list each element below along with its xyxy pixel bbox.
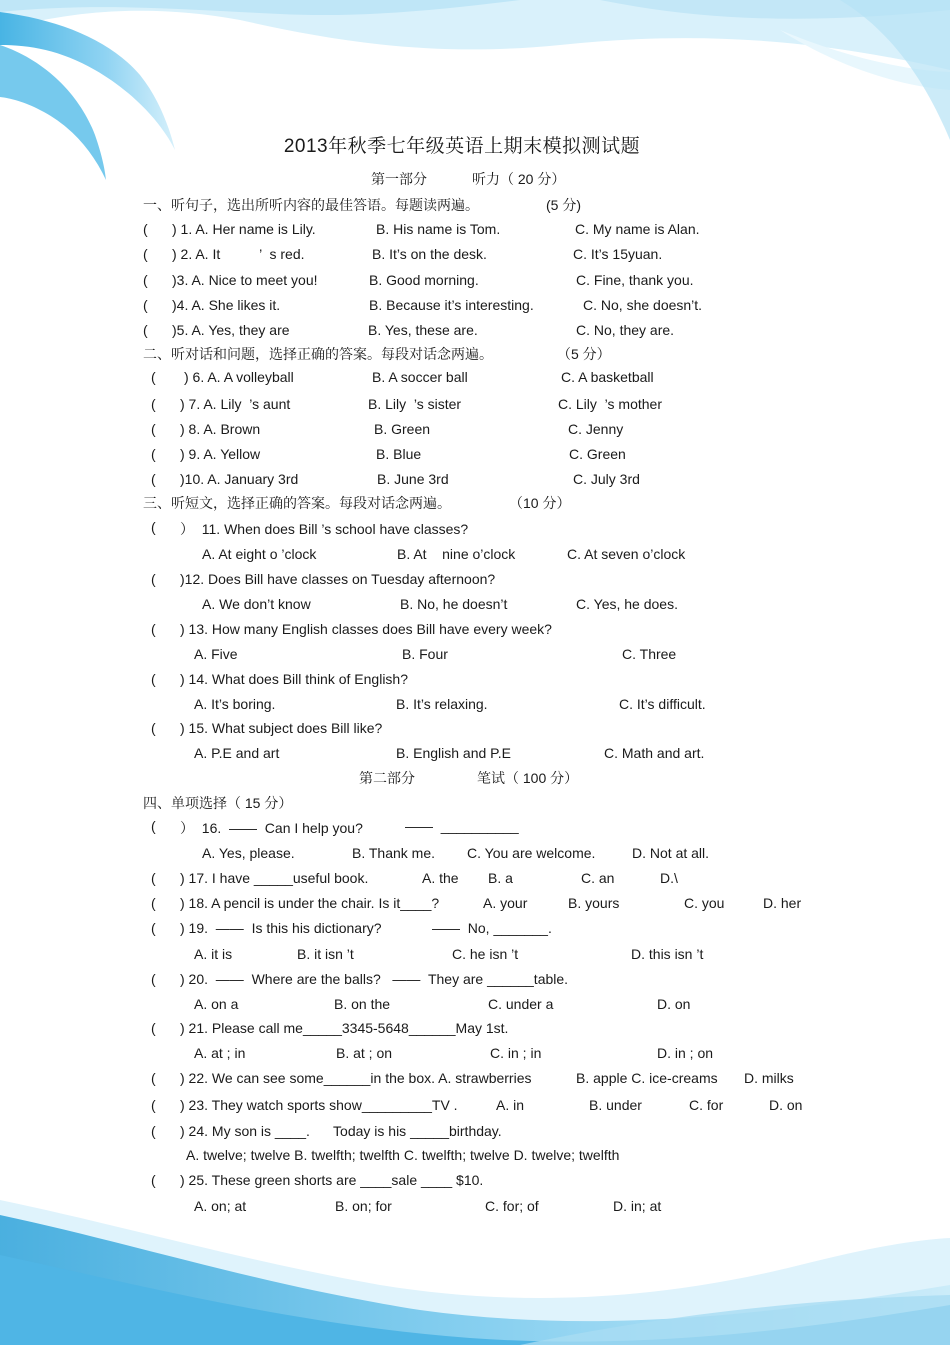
section-three-text: 三、听短文，选择正确的答案。每段对话念两遍。 (143, 495, 451, 511)
option-d: D.\ (660, 870, 678, 886)
option-a: A. the (422, 870, 459, 886)
option-b: B. yours (568, 895, 620, 911)
answer-paren: ( (151, 1123, 156, 1139)
option-a: A. on a (194, 996, 239, 1012)
option-b: B. June 3rd (377, 471, 449, 487)
part-one-name: 第一部分 (371, 171, 427, 187)
question-11-options (0, 546, 950, 566)
question-13-options (0, 646, 950, 666)
answer-paren: ( (151, 971, 156, 987)
question-8 (0, 421, 950, 441)
section-four-heading (0, 793, 950, 813)
option-d: D. Not at all. (632, 845, 710, 861)
answer-paren: ( (151, 396, 156, 412)
section-two-text: 二、听对话和问题，选择正确的答案。每段对话念两遍。 (143, 346, 493, 362)
answer-paren: ( (151, 1172, 156, 1188)
option-c: C. you (684, 895, 725, 911)
question-24 (0, 1123, 950, 1143)
question-stem: ) 18. A pencil is under the chair. Is it____? (180, 895, 440, 911)
question-stem: ) 24. My son is ____. Today is his _____birthday. (180, 1123, 502, 1139)
option-c: C. It’s difficult. (619, 696, 706, 712)
option-c: C. You are welcome. (467, 845, 596, 861)
question-15 (0, 720, 950, 740)
option-a: A. Yes, please. (202, 845, 295, 861)
option-b: B. Thank me. (352, 845, 436, 861)
question-24-options (0, 1147, 950, 1167)
question-stem: )12. Does Bill have classes on Tuesday afternoon? (180, 571, 496, 587)
answer-paren: ( (151, 471, 156, 487)
answer-paren: ( (151, 421, 156, 437)
question-stem: )4. A. She likes it. (172, 297, 281, 313)
option-a: A. We don’t know (202, 596, 311, 612)
answer-blank: —— __________ (405, 818, 519, 834)
question-stem: ) 9. A. Yellow (180, 446, 261, 462)
question-stem: ） 11. When does Bill ’s school have classes? (180, 521, 469, 537)
question-4 (0, 297, 950, 317)
question-19 (0, 920, 950, 940)
section-three-score: （10 分） (509, 495, 571, 511)
answer-paren: ( (143, 322, 148, 338)
question-stem: ) 17. I have _____useful book. (180, 870, 369, 886)
answer-paren: ( (151, 720, 156, 736)
option-a: A. P.E and art (194, 745, 280, 761)
answer-blank: —— No, _______. (432, 920, 552, 936)
option-b: B. His name is Tom. (376, 221, 501, 237)
question-7 (0, 396, 950, 416)
question-6 (0, 369, 950, 389)
question-stem: ) 23. They watch sports show_________TV . (180, 1097, 458, 1113)
option-c: C. July 3rd (573, 471, 640, 487)
option-d: D. in ; on (657, 1045, 714, 1061)
question-stem: )10. A. January 3rd (180, 471, 299, 487)
option-b: B. English and P.E (396, 745, 511, 761)
question-stem: ) 7. A. Lily ’s aunt (180, 396, 291, 412)
question-18 (0, 895, 950, 915)
option-b: B. apple C. ice-creams (576, 1070, 718, 1086)
option-c: C. for (689, 1097, 724, 1113)
option-a: A. in (496, 1097, 525, 1113)
question-14 (0, 671, 950, 691)
answer-paren: ( (151, 671, 156, 687)
option-c: C. Fine, thank you. (576, 272, 694, 288)
question-17 (0, 870, 950, 890)
question-stem: ) 20. —— Where are the balls? —— They are ______table. (180, 971, 569, 987)
section-one-heading (0, 195, 950, 215)
section-four-text: 四、单项选择（ 15 分） (143, 795, 293, 811)
option-c: C. My name is Alan. (575, 221, 700, 237)
option-b: B. it isn ’t (297, 946, 354, 962)
question-stem: ) 8. A. Brown (180, 421, 261, 437)
option-c: C. Jenny (568, 421, 624, 437)
answer-paren: ( (151, 870, 156, 886)
option-d: D. in; at (613, 1198, 662, 1214)
question-16-options (0, 845, 950, 865)
question-stem: ) 13. How many English classes does Bill have every week? (180, 621, 552, 637)
question-22 (0, 1070, 950, 1090)
option-c: C. Lily ’s mother (558, 396, 662, 412)
question-stem: ) 14. What does Bill think of English? (180, 671, 409, 687)
option-b: B. Because it’s interesting. (369, 297, 534, 313)
option-c: C. an (581, 870, 615, 886)
answer-paren: ( (151, 621, 156, 637)
option-b: B. At nine o’clock (397, 546, 516, 562)
question-2 (0, 246, 950, 266)
question-stem: )3. A. Nice to meet you! (172, 272, 318, 288)
option-b: B. Green (374, 421, 431, 437)
option-c: C. under a (488, 996, 554, 1012)
option-b: B. on; for (335, 1198, 392, 1214)
answer-paren: ( (151, 1070, 156, 1086)
question-20 (0, 971, 950, 991)
option-c: C. At seven o’clock (567, 546, 686, 562)
answer-paren: ( (151, 818, 156, 834)
option-c: C. Yes, he does. (576, 596, 678, 612)
question-stem: ) 21. Please call me_____3345-5648______May 1st. (180, 1020, 509, 1036)
question-stem: ) 15. What subject does Bill like? (180, 720, 383, 736)
question-3 (0, 272, 950, 292)
option-b: B. No, he doesn’t (400, 596, 508, 612)
section-two-score: （5 分） (557, 346, 611, 362)
option-b: B. Good morning. (369, 272, 479, 288)
option-b: B. Four (402, 646, 448, 662)
question-stem: ) 1. A. Her name is Lily. (172, 221, 316, 237)
part-two-name: 第二部分 (359, 770, 415, 786)
option-a: A. Five (194, 646, 238, 662)
question-19-options (0, 946, 950, 966)
option-b: B. A soccer ball (372, 369, 468, 385)
question-11 (0, 519, 950, 539)
question-10 (0, 471, 950, 491)
answer-paren: ( (151, 895, 156, 911)
question-25 (0, 1172, 950, 1192)
question-9 (0, 446, 950, 466)
option-c: C. It’s 15yuan. (573, 246, 663, 262)
option-d: D. on (769, 1097, 803, 1113)
part-one-label: 听力（ 20 分） (472, 171, 566, 187)
option-a: A. at ; in (194, 1045, 246, 1061)
question-stem: ) 22. We can see some______in the box. A. strawberries (180, 1070, 532, 1086)
answer-paren: ( (151, 369, 156, 385)
question-20-options (0, 996, 950, 1016)
option-d: D. milks (744, 1070, 794, 1086)
question-23 (0, 1097, 950, 1117)
answer-paren: ( (151, 1097, 156, 1113)
option-c: C. A basketball (561, 369, 654, 385)
option-c: C. in ; in (490, 1045, 542, 1061)
option-d: D. her (763, 895, 802, 911)
part-two-label: 笔试（ 100 分） (477, 770, 579, 786)
answer-paren: ( (151, 446, 156, 462)
answer-paren: ( (143, 246, 148, 262)
option-d: D. this isn ’t (631, 946, 704, 962)
question-21 (0, 1020, 950, 1040)
option-c: C. Math and art. (604, 745, 705, 761)
option-c: C. Green (569, 446, 626, 462)
option-b: B. Yes, these are. (368, 322, 478, 338)
option-d: D. on (657, 996, 691, 1012)
option-a: A. It’s boring. (194, 696, 276, 712)
question-stem: ） 16. —— Can I help you? (180, 820, 363, 836)
question-12-options (0, 596, 950, 616)
question-stem: ) 2. A. It ’ s red. (172, 246, 305, 262)
answer-paren: ( (151, 920, 156, 936)
question-stem: ) 25. These green shorts are ____sale ____ $10. (180, 1172, 484, 1188)
question-14-options (0, 696, 950, 716)
option-c: C. he isn ’t (452, 946, 519, 962)
option-b: B. on the (334, 996, 391, 1012)
answer-paren: ( (151, 519, 156, 535)
answer-paren: ( (143, 297, 148, 313)
option-b: B. Blue (376, 446, 422, 462)
question-15-options (0, 745, 950, 765)
question-5 (0, 322, 950, 342)
exam-title: 2013年秋季七年级英语上期末模拟测试题 (283, 136, 641, 157)
option-a: A. At eight o ’clock (202, 546, 317, 562)
answer-paren: ( (143, 272, 148, 288)
option-b: B. It’s on the desk. (372, 246, 487, 262)
option-b: B. under (589, 1097, 642, 1113)
answer-paren: ( (151, 1020, 156, 1036)
option-b: B. at ; on (336, 1045, 393, 1061)
question-stem: ) 19. —— Is this his dictionary? (180, 920, 382, 936)
option-b: B. Lily ’s sister (368, 396, 462, 412)
option-c: C. No, she doesn’t. (583, 297, 703, 313)
question-1 (0, 221, 950, 241)
option-b: B. It’s relaxing. (396, 696, 488, 712)
options-line: A. twelve; twelve B. twelfth; twelfth C. twelfth; twelve D. twelve; twelfth (186, 1147, 620, 1163)
question-21-options (0, 1045, 950, 1065)
option-c: C. for; of (485, 1198, 539, 1214)
question-25-options (0, 1198, 950, 1218)
option-a: A. your (483, 895, 528, 911)
option-c: C. Three (622, 646, 677, 662)
option-a: A. it is (194, 946, 233, 962)
section-one-text: 一、听句子，选出所听内容的最佳答语。每题读两遍。 (143, 197, 479, 213)
question-stem: )5. A. Yes, they are (172, 322, 290, 338)
option-c: C. No, they are. (576, 322, 675, 338)
option-b: B. a (488, 870, 513, 886)
option-a: A. on; at (194, 1198, 247, 1214)
question-stem: ) 6. A. A volleyball (184, 369, 294, 385)
answer-paren: ( (151, 571, 156, 587)
question-13 (0, 621, 950, 641)
answer-paren: ( (143, 221, 148, 237)
section-two-heading (0, 344, 950, 364)
question-12 (0, 571, 950, 591)
section-one-score: (5 分) (546, 197, 581, 213)
section-three-heading (0, 493, 950, 513)
question-16 (0, 818, 950, 838)
